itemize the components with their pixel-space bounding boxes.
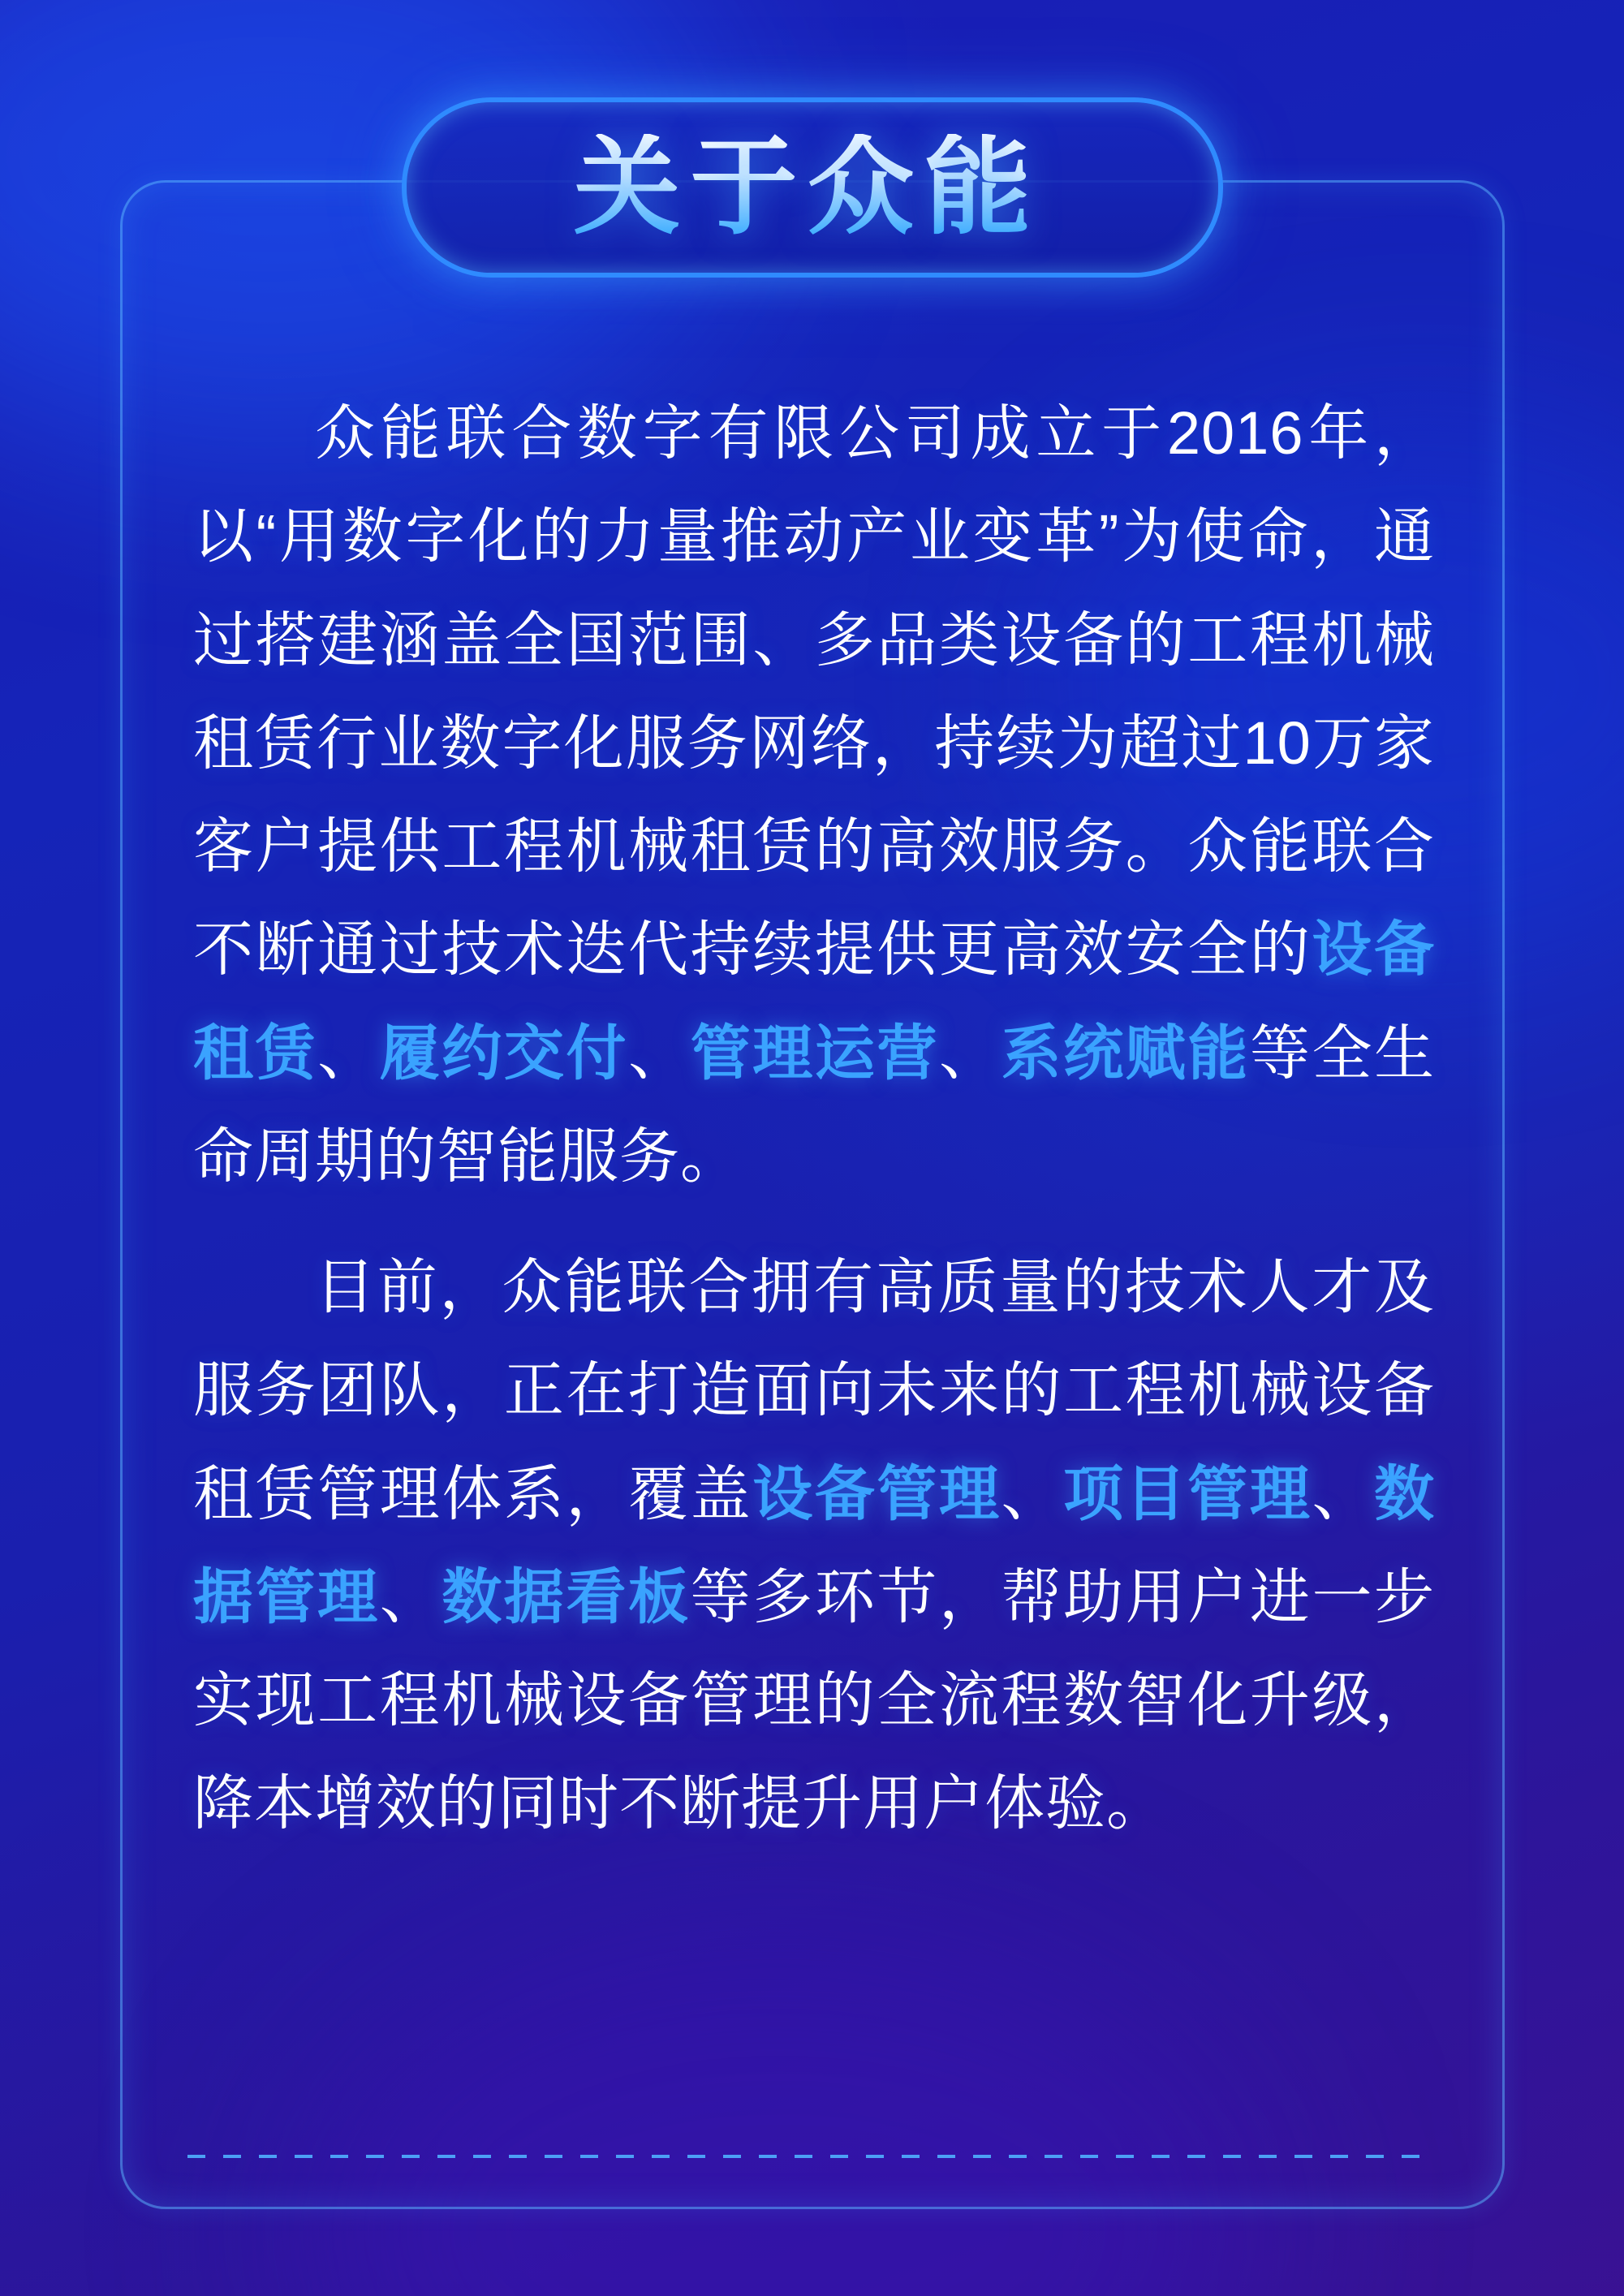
page-title: 关于众能 (574, 134, 1051, 241)
paragraph-current-capabilities (193, 1235, 1435, 1855)
text-run: 等多环节，帮助用户进一步实现工程机械设备管理的全流程数智化升级，降本增效的同时不断提升用户体验。 (193, 1562, 1436, 1837)
bottom-dashed-divider (187, 2155, 1437, 2158)
text-run: 、 (628, 1019, 691, 1087)
highlighted-term: 项目管理 (1063, 1459, 1312, 1527)
text-run: 、 (317, 1019, 380, 1087)
text-run: 目前，众能联合拥有高质量的技术人才及服务团队，正在打造面向未来的工程机械设备租赁管理体系，覆盖 (193, 1253, 1435, 1527)
highlighted-term: 管理运营 (690, 1019, 940, 1087)
text-run: 、 (1312, 1459, 1375, 1527)
text-run: 众能联合数字有限公司成立于2016年，以“用数字化的力量推动产业变革”为使命，通过搭建涵盖全国范围、多品类设备的工程机械租赁行业数字化服务网络，持续为超过10万家客户提供工程机械租赁的高效服务。众能联合不断通过技术迭代持续提供更高效安全的 (193, 399, 1435, 984)
highlighted-term: 数据管理 (193, 1459, 1436, 1630)
highlighted-term: 设备管理 (752, 1459, 1002, 1527)
highlighted-term: 履约交付 (379, 1019, 629, 1087)
highlighted-term: 设备租赁 (193, 915, 1436, 1087)
highlighted-term: 数据看板 (442, 1562, 691, 1630)
paragraph-about-company (193, 381, 1435, 1208)
text-run: 、 (379, 1562, 442, 1630)
body-content (193, 381, 1435, 1855)
text-run: 等全生命周期的智能服务。 (193, 1019, 1436, 1190)
text-run: 、 (1001, 1459, 1064, 1527)
highlighted-term: 系统赋能 (1001, 1019, 1250, 1087)
text-run: 、 (939, 1019, 1002, 1087)
title-pill (402, 97, 1223, 278)
